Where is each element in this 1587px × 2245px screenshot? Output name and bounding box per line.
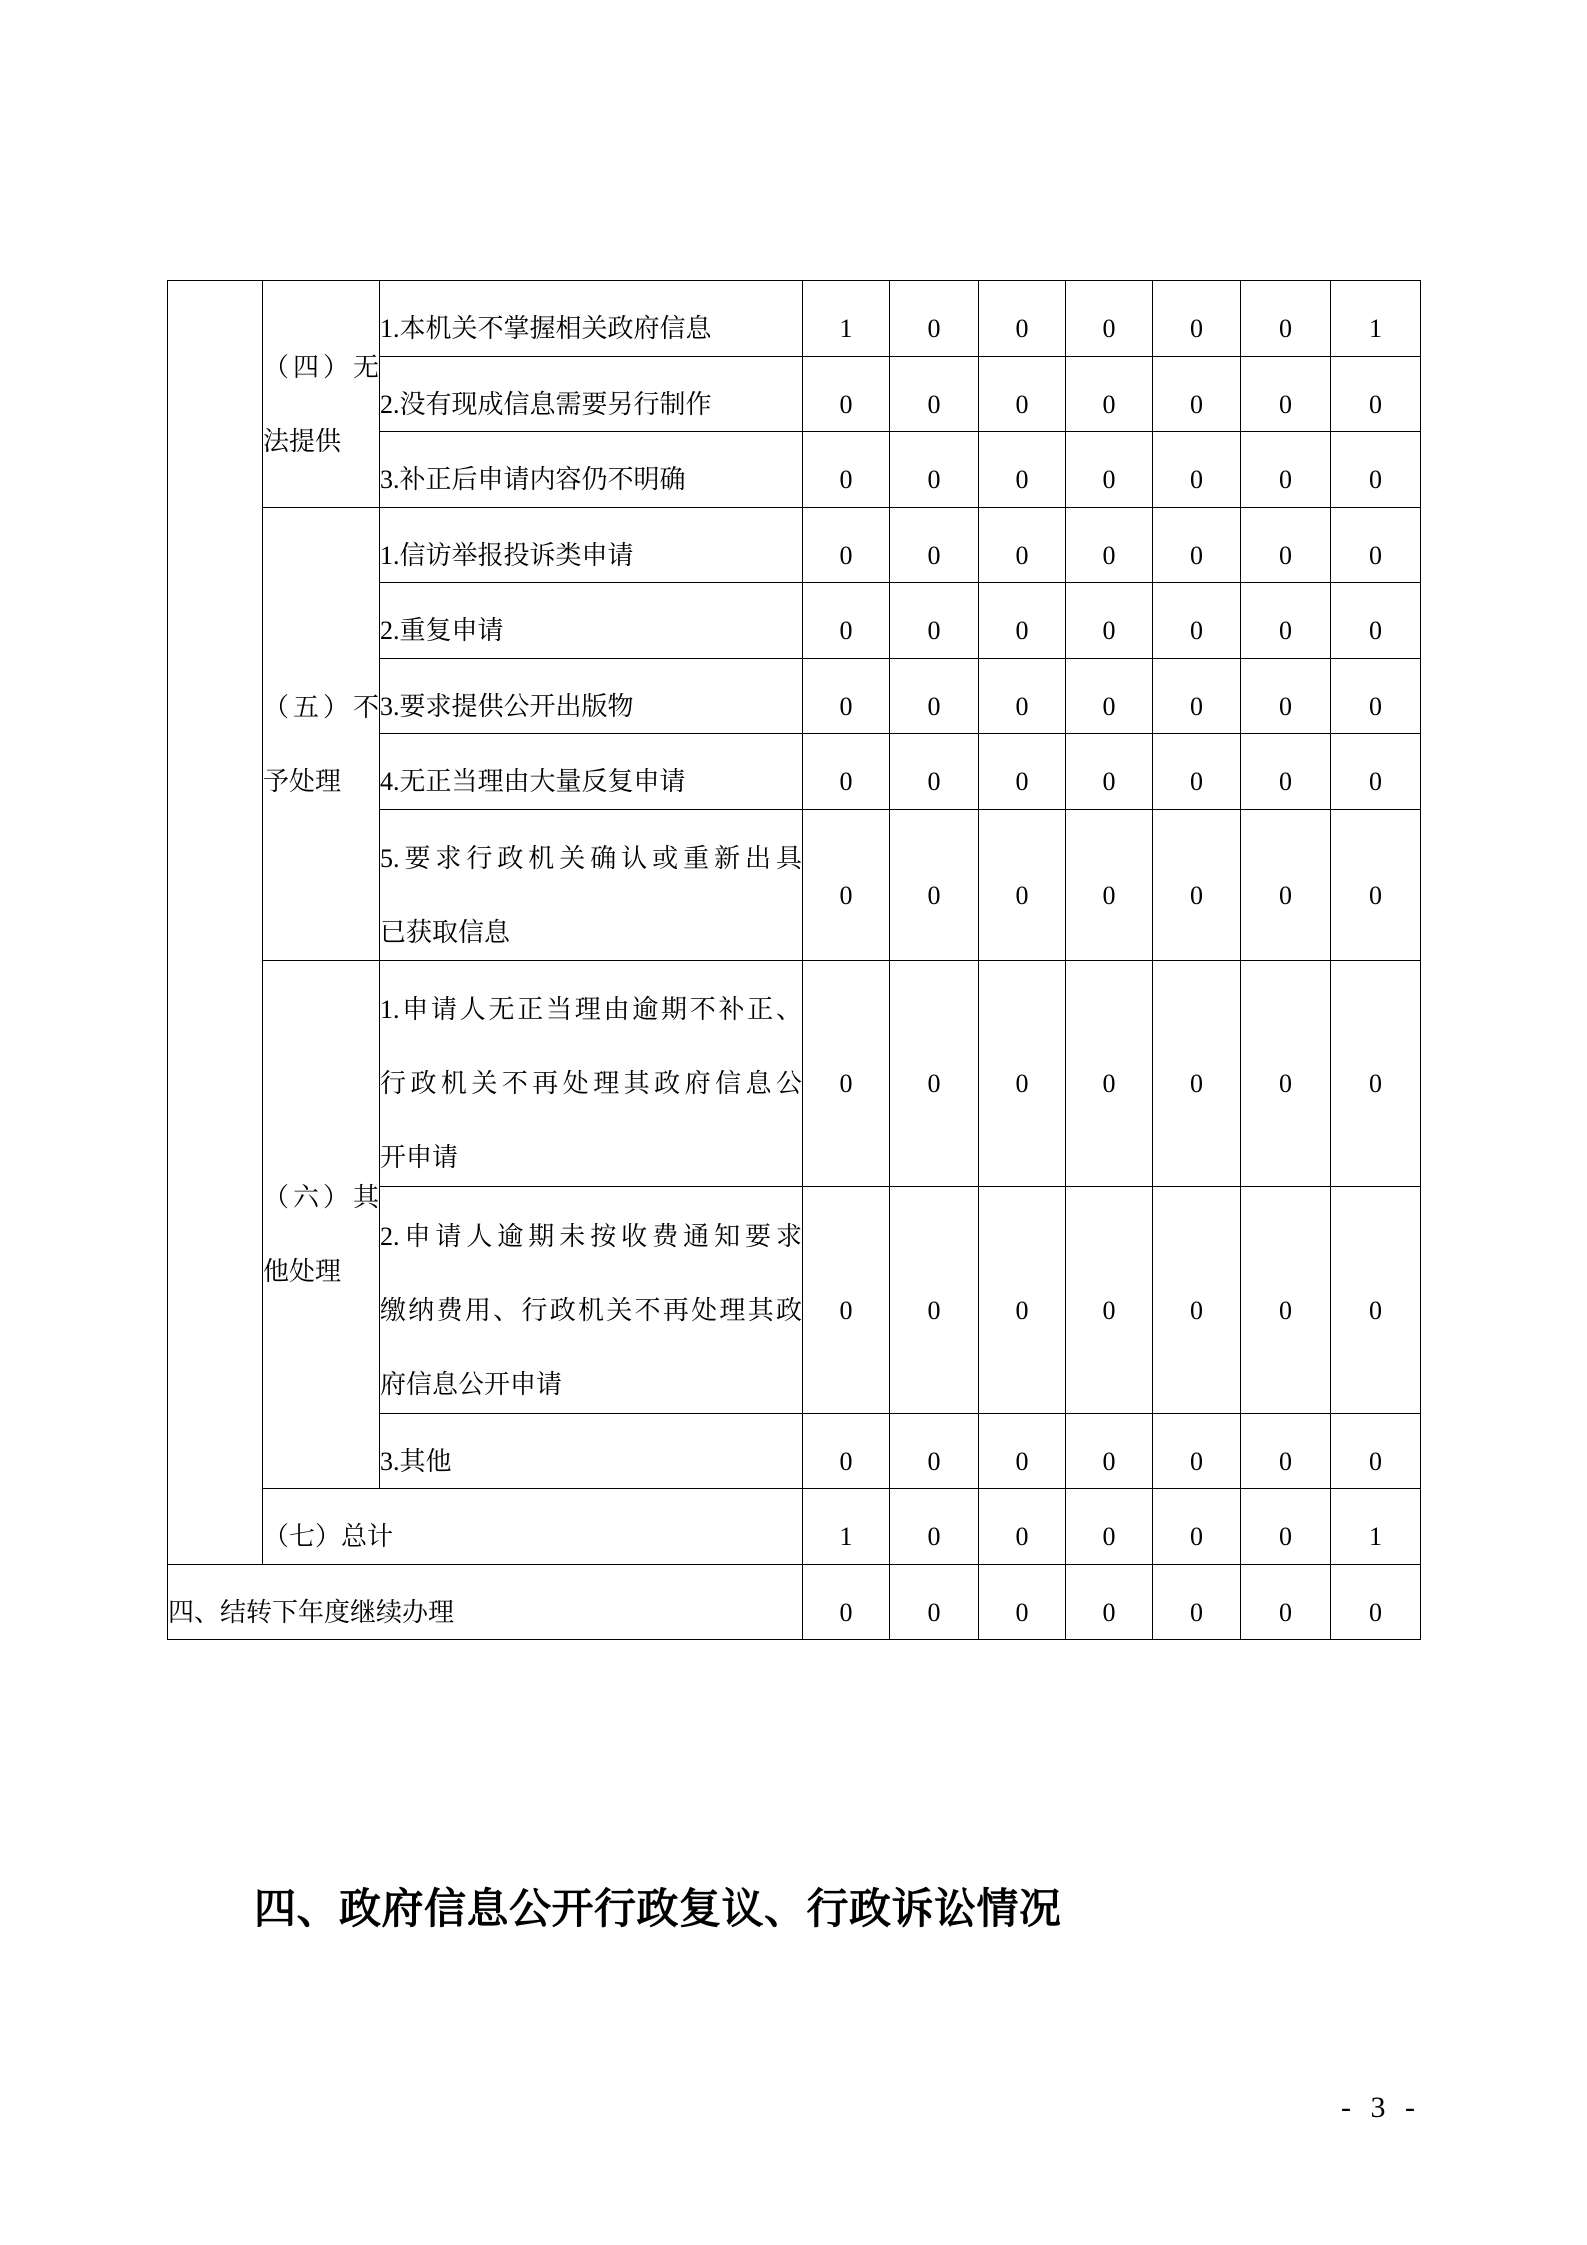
- value-cell: [979, 658, 1066, 734]
- value-cell: [979, 1413, 1066, 1489]
- item-label-text: [380, 1200, 802, 1422]
- value-cell: [979, 432, 1066, 508]
- value-text: 0: [1279, 1295, 1292, 1325]
- value-cell: [1153, 809, 1241, 960]
- value-cell: [890, 432, 979, 508]
- value-text: 1: [1369, 1522, 1382, 1552]
- value-cell: [979, 356, 1066, 432]
- value-cell: [1153, 1413, 1241, 1489]
- total-label-text: [263, 1500, 802, 1574]
- group-label-text: [263, 331, 379, 479]
- value-cell: [1066, 281, 1153, 357]
- value-text: 0: [1369, 1069, 1382, 1099]
- value-cell: [1153, 1564, 1241, 1640]
- value-text: 0: [1015, 1069, 1029, 1099]
- value-cell: [890, 356, 979, 432]
- value-text: 0: [1369, 540, 1382, 570]
- value-text: 0: [1102, 1522, 1116, 1552]
- value-cell: [979, 281, 1066, 357]
- value-text: 0: [1279, 389, 1292, 419]
- value-text: 0: [1279, 1069, 1292, 1099]
- value-cell: [1241, 583, 1331, 659]
- value-cell: [803, 432, 890, 508]
- value-text: 0: [927, 1069, 941, 1099]
- item-label-text: [380, 519, 802, 593]
- value-text: 0: [1102, 1069, 1116, 1099]
- value-cell: [1241, 960, 1331, 1187]
- value-cell: [890, 1413, 979, 1489]
- text-line: 予处理: [263, 766, 342, 796]
- value-text: 0: [927, 691, 941, 721]
- text-line: （四）无: [263, 352, 379, 382]
- value-cell: [979, 734, 1066, 810]
- value-text: 0: [1015, 314, 1029, 344]
- value-text: 0: [1279, 616, 1292, 646]
- value-cell: [890, 809, 979, 960]
- value-text: 0: [1102, 540, 1116, 570]
- value-cell: [1066, 507, 1153, 583]
- total-label: [263, 1489, 803, 1565]
- total-row: [168, 1489, 1421, 1565]
- value-cell: [979, 809, 1066, 960]
- text-line: 4.无正当理由大量反复申请: [380, 767, 686, 797]
- value-cell: [803, 734, 890, 810]
- value-cell: [1153, 281, 1241, 357]
- text-line: 已获取信息: [380, 917, 511, 947]
- value-text: 0: [1279, 1522, 1292, 1552]
- value-text: 1: [839, 314, 853, 344]
- value-text: 0: [839, 540, 853, 570]
- table-row: [168, 507, 1421, 583]
- value-cell: [1066, 356, 1153, 432]
- value-text: 0: [1190, 314, 1203, 344]
- item-label: [380, 507, 803, 583]
- value-text: 0: [1015, 616, 1029, 646]
- value-text: 0: [1369, 1597, 1382, 1627]
- value-text: 1: [839, 1522, 853, 1552]
- value-cell: [1153, 507, 1241, 583]
- text-line: 1.申请人无正当理由逾期不补正、: [380, 995, 802, 1025]
- value-text: 0: [1190, 880, 1203, 910]
- value-cell: [1241, 1187, 1331, 1414]
- value-cell: [1331, 1187, 1421, 1414]
- value-cell: [1066, 1413, 1153, 1489]
- value-text: 0: [1102, 314, 1116, 344]
- value-cell: [803, 507, 890, 583]
- value-cell: [890, 1187, 979, 1414]
- value-cell: [1066, 960, 1153, 1187]
- value-text: 0: [839, 616, 853, 646]
- value-cell: [890, 1564, 979, 1640]
- value-cell: [890, 734, 979, 810]
- value-cell: [1331, 507, 1421, 583]
- value-text: 0: [1190, 1522, 1203, 1552]
- value-cell: [1066, 1187, 1153, 1414]
- value-text: 0: [1279, 767, 1292, 797]
- text-line: 3.要求提供公开出版物: [380, 691, 634, 721]
- value-cell: [803, 960, 890, 1187]
- item-label-text: [380, 973, 802, 1195]
- value-cell: [1331, 734, 1421, 810]
- value-text: 0: [927, 314, 941, 344]
- value-cell: [803, 583, 890, 659]
- value-text: 0: [1369, 616, 1382, 646]
- carryover-label-text: [168, 1576, 802, 1650]
- value-text: 0: [1279, 465, 1292, 495]
- value-cell: [979, 1564, 1066, 1640]
- value-text: 0: [1369, 389, 1382, 419]
- value-text: 0: [927, 389, 941, 419]
- value-cell: [1331, 356, 1421, 432]
- value-text: 0: [1102, 880, 1116, 910]
- value-cell: [1153, 1489, 1241, 1565]
- value-cell: [1331, 1413, 1421, 1489]
- value-cell: [890, 960, 979, 1187]
- value-text: 0: [839, 767, 853, 797]
- value-cell: [1241, 432, 1331, 508]
- value-cell: [803, 281, 890, 357]
- value-cell: [890, 281, 979, 357]
- item-label-text: [380, 745, 802, 819]
- text-line: 他处理: [263, 1257, 342, 1287]
- value-text: 0: [1369, 880, 1382, 910]
- group-label-text: [263, 671, 379, 819]
- item-label: [380, 734, 803, 810]
- value-text: 0: [1015, 1597, 1029, 1627]
- text-line: 3.其他: [380, 1446, 452, 1476]
- item-label-text: [380, 594, 802, 668]
- group-label-text: [263, 1161, 379, 1309]
- value-cell: [803, 1564, 890, 1640]
- value-cell: [1331, 1564, 1421, 1640]
- value-text: 0: [1015, 389, 1029, 419]
- value-text: 0: [1102, 465, 1116, 495]
- value-cell: [1153, 583, 1241, 659]
- value-cell: [1066, 1564, 1153, 1640]
- value-cell: [1331, 809, 1421, 960]
- section-cell: [168, 281, 263, 1565]
- item-label: [380, 281, 803, 357]
- text-line: 缴纳费用、行政机关不再处理其政: [380, 1295, 802, 1325]
- value-cell: [1241, 356, 1331, 432]
- value-cell: [979, 1489, 1066, 1565]
- value-text: 1: [1369, 314, 1382, 344]
- value-text: 0: [1015, 1522, 1029, 1552]
- item-label-text: [380, 292, 802, 366]
- value-cell: [1153, 356, 1241, 432]
- value-text: 0: [1190, 616, 1203, 646]
- value-text: 0: [927, 880, 941, 910]
- text-line: 2.申请人逾期未按收费通知要求: [380, 1221, 802, 1251]
- value-text: 0: [839, 1069, 853, 1099]
- value-cell: [1066, 734, 1153, 810]
- item-label-text: [380, 368, 802, 442]
- value-text: 0: [1102, 1446, 1116, 1476]
- item-label: [380, 356, 803, 432]
- item-label: [380, 1413, 803, 1489]
- item-label: [380, 658, 803, 734]
- value-text: 0: [1190, 1597, 1203, 1627]
- value-text: 0: [927, 540, 941, 570]
- value-cell: [1241, 809, 1331, 960]
- value-text: 0: [1015, 465, 1029, 495]
- value-text: 0: [1102, 767, 1116, 797]
- value-text: 0: [927, 1446, 941, 1476]
- value-text: 0: [927, 616, 941, 646]
- value-text: 0: [1015, 767, 1029, 797]
- value-cell: [979, 507, 1066, 583]
- value-cell: [1066, 1489, 1153, 1565]
- group-label: [263, 960, 380, 1489]
- value-text: 0: [1015, 1295, 1029, 1325]
- group-label: [263, 507, 380, 960]
- value-cell: [803, 1187, 890, 1414]
- value-cell: [890, 507, 979, 583]
- value-text: 0: [927, 1295, 941, 1325]
- value-cell: [1066, 658, 1153, 734]
- value-cell: [1066, 583, 1153, 659]
- value-text: 0: [1369, 465, 1382, 495]
- value-cell: [1066, 432, 1153, 508]
- value-text: 0: [1190, 1069, 1203, 1099]
- value-cell: [1153, 734, 1241, 810]
- value-cell: [1331, 658, 1421, 734]
- value-text: 0: [1369, 1446, 1382, 1476]
- value-cell: [1241, 1564, 1331, 1640]
- value-text: 0: [927, 1597, 941, 1627]
- value-text: 0: [839, 880, 853, 910]
- value-cell: [1066, 809, 1153, 960]
- value-cell: [1331, 432, 1421, 508]
- value-cell: [979, 960, 1066, 1187]
- value-cell: [1241, 507, 1331, 583]
- text-line: （五）不: [263, 692, 379, 722]
- value-cell: [803, 809, 890, 960]
- value-text: 0: [1190, 1446, 1203, 1476]
- text-line: 1.信访举报投诉类申请: [380, 540, 634, 570]
- value-text: 0: [1015, 540, 1029, 570]
- text-line: 2.重复申请: [380, 616, 504, 646]
- value-text: 0: [839, 1295, 853, 1325]
- value-cell: [890, 1489, 979, 1565]
- value-cell: [803, 1413, 890, 1489]
- text-line: （六）其: [263, 1183, 379, 1213]
- text-line: （七）总计: [263, 1522, 394, 1552]
- carryover-row: [168, 1564, 1421, 1640]
- text-line: 5.要求行政机关确认或重新出具: [380, 843, 802, 873]
- value-text: 0: [1102, 691, 1116, 721]
- value-cell: [1241, 1489, 1331, 1565]
- item-label: [380, 432, 803, 508]
- value-text: 0: [1190, 389, 1203, 419]
- table-row: [168, 281, 1421, 357]
- item-label: [380, 1187, 803, 1414]
- value-text: 0: [1279, 691, 1292, 721]
- item-label-text: [380, 443, 802, 517]
- text-line: 行政机关不再处理其政府信息公: [380, 1069, 802, 1099]
- value-cell: [803, 356, 890, 432]
- value-text: 0: [1015, 880, 1029, 910]
- value-text: 0: [1190, 691, 1203, 721]
- value-cell: [1241, 734, 1331, 810]
- value-text: 0: [927, 767, 941, 797]
- value-text: 0: [1279, 880, 1292, 910]
- item-label: [380, 809, 803, 960]
- value-text: 0: [839, 691, 853, 721]
- text-line: 开申请: [380, 1143, 459, 1173]
- value-text: 0: [1102, 389, 1116, 419]
- value-text: 0: [1190, 1295, 1203, 1325]
- value-text: 0: [1102, 1295, 1116, 1325]
- text-line: 3.补正后申请内容仍不明确: [380, 465, 686, 495]
- value-text: 0: [1279, 1446, 1292, 1476]
- value-text: 0: [1190, 465, 1203, 495]
- text-line: 1.本机关不掌握相关政府信息: [380, 314, 712, 344]
- value-text: 0: [1279, 314, 1292, 344]
- value-cell: [1153, 1187, 1241, 1414]
- section-heading: 四、政府信息公开行政复议、行政诉讼情况: [254, 1885, 1062, 1932]
- value-text: 0: [1369, 767, 1382, 797]
- page-number: - 3 -: [1341, 2091, 1415, 2124]
- item-label-text: [380, 1425, 802, 1499]
- value-text: 0: [1369, 691, 1382, 721]
- value-cell: [1241, 281, 1331, 357]
- value-cell: [1153, 960, 1241, 1187]
- value-text: 0: [839, 389, 853, 419]
- group-label: [263, 281, 380, 508]
- value-cell: [1241, 1413, 1331, 1489]
- item-label-text: [380, 822, 802, 970]
- value-text: 0: [839, 1597, 853, 1627]
- value-text: 0: [1015, 691, 1029, 721]
- item-label: [380, 960, 803, 1187]
- value-text: 0: [1190, 767, 1203, 797]
- value-cell: [803, 658, 890, 734]
- value-cell: [890, 583, 979, 659]
- value-cell: [803, 1489, 890, 1565]
- value-text: 0: [1190, 540, 1203, 570]
- item-label: [380, 583, 803, 659]
- value-cell: [1153, 658, 1241, 734]
- value-text: 0: [927, 465, 941, 495]
- value-text: 0: [1279, 540, 1292, 570]
- table-body: [168, 281, 1421, 1640]
- item-label-text: [380, 670, 802, 744]
- value-cell: [890, 658, 979, 734]
- value-text: 0: [1102, 1597, 1116, 1627]
- value-cell: [1331, 583, 1421, 659]
- value-text: 0: [1369, 1295, 1382, 1325]
- value-text: 0: [927, 1522, 941, 1552]
- value-cell: [1241, 658, 1331, 734]
- value-cell: [1331, 960, 1421, 1187]
- value-cell: [979, 583, 1066, 659]
- value-cell: [1331, 281, 1421, 357]
- value-cell: [1331, 1489, 1421, 1565]
- value-cell: [979, 1187, 1066, 1414]
- carryover-label: [168, 1564, 803, 1640]
- text-line: 四、结转下年度继续办理: [168, 1597, 455, 1627]
- value-text: 0: [839, 1446, 853, 1476]
- disclosure-table: [167, 280, 1421, 1640]
- value-text: 0: [1102, 616, 1116, 646]
- text-line: 法提供: [263, 426, 342, 456]
- value-text: 0: [1279, 1597, 1292, 1627]
- value-text: 0: [1015, 1446, 1029, 1476]
- value-text: 0: [839, 465, 853, 495]
- text-line: 府信息公开申请: [380, 1369, 563, 1399]
- value-cell: [1153, 432, 1241, 508]
- text-line: 2.没有现成信息需要另行制作: [380, 389, 712, 419]
- table-row: [168, 960, 1421, 1187]
